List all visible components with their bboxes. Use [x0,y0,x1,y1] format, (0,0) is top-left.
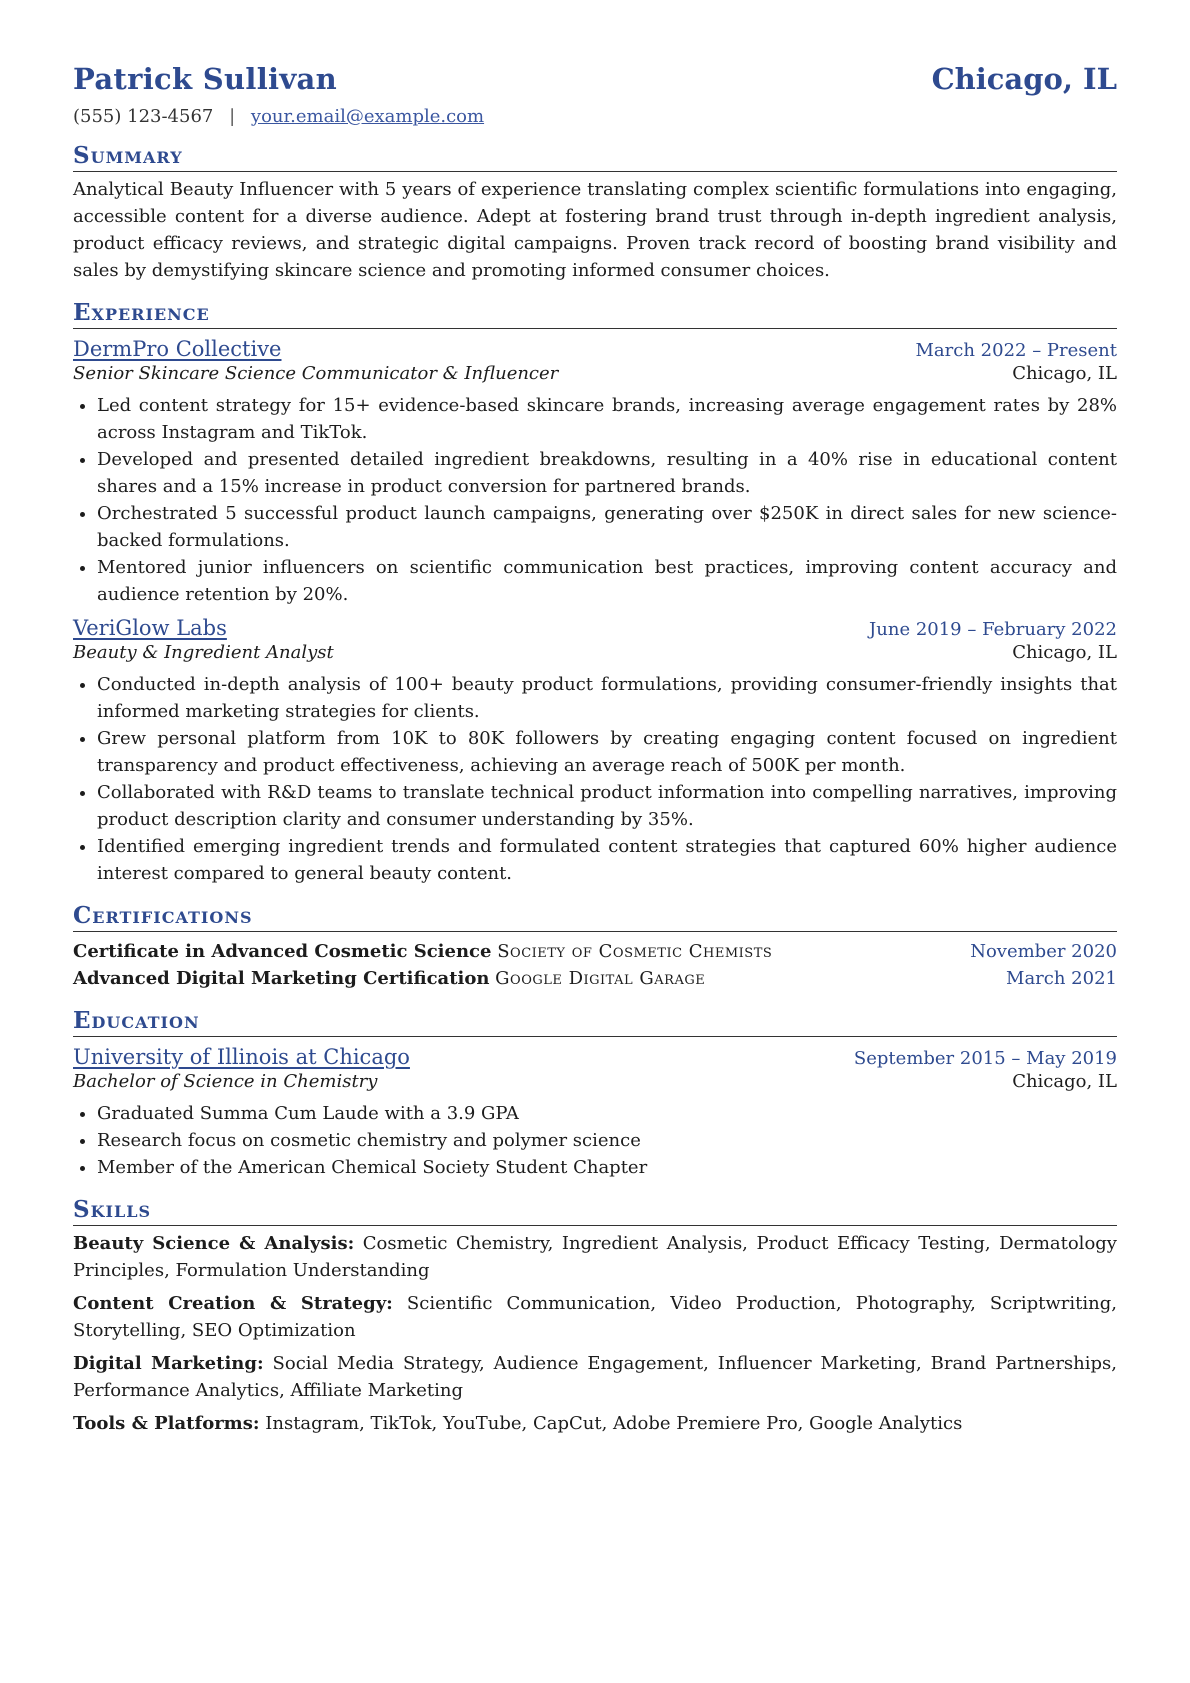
bullet-list [73,392,1117,608]
skill-group [73,1230,1117,1284]
certification-issuer: Google Digital Garage [495,968,706,989]
certification-date: March 2021 [1006,968,1117,989]
education-entry [73,1045,1117,1181]
job-location: Chicago, IL [1012,363,1117,384]
skill-group-label: Content Creation & Strategy: [73,1293,393,1314]
degree: Bachelor of Science in Chemistry [73,1071,378,1092]
skills-list [73,1230,1117,1437]
certification-item [73,965,1117,992]
section-title-summary: Summary [73,142,1117,172]
bullet-item: • Conducted in-depth analysis of 100+ beauty product formulations, providing consumer-friendly insights that informed marketing strategies for clients. [97,671,1117,725]
phone-number: (555) 123-4567 [73,106,214,127]
email-link[interactable]: your.email@example.com [250,106,485,127]
bullet-item: • Graduated Summa Cum Laude with a 3.9 GPA [97,1100,1117,1127]
certification-list [73,938,1117,992]
skill-group-label: Digital Marketing: [73,1353,264,1374]
candidate-location: Chicago, IL [931,62,1117,96]
contact-line [73,106,1117,127]
skill-group-label: Tools & Platforms: [73,1413,260,1434]
skill-group-text: Cosmetic Chemistry, Ingredient Analysis, Product Efficacy Testing, Dermatology Principles, Formulation Understanding [73,1233,1117,1281]
bullet-item: • Led content strategy for 15+ evidence-based skincare brands, increasing average engagement rates by 28% across Instagram and TikTok. [97,392,1117,446]
section-title-experience: Experience [73,299,1117,329]
skill-group [73,1350,1117,1404]
bullet-item: • Developed and presented detailed ingredient breakdowns, resulting in a 40% rise in educational content shares and a 15% increase in product conversion for partnered brands. [97,446,1117,500]
bullet-item: • Member of the American Chemical Society Student Chapter [97,1154,1117,1181]
certification-name: Advanced Digital Marketing Certification [73,968,490,989]
skill-group [73,1290,1117,1344]
job-title: Senior Skincare Science Communicator & Influencer [73,363,559,384]
experience-entry [73,337,1117,608]
school-name: University of Illinois at Chicago [73,1045,410,1069]
resume-header [73,62,1117,96]
certification-name: Certificate in Advanced Cosmetic Science [73,941,492,962]
skill-group-text: Instagram, TikTok, YouTube, CapCut, Adobe Premiere Pro, Google Analytics [265,1413,963,1434]
certification-item [73,938,1117,965]
bullet-item: • Research focus on cosmetic chemistry and polymer science [97,1127,1117,1154]
bullet-list [73,671,1117,887]
school-location: Chicago, IL [1012,1071,1117,1092]
certification-date: November 2020 [970,941,1117,962]
bullet-item: • Mentored junior influencers on scientific communication best practices, improving content accuracy and audience retention by 20%. [97,554,1117,608]
skill-group-label: Beauty Science & Analysis: [73,1233,355,1254]
employer-name: DermPro Collective [73,337,282,361]
job-location: Chicago, IL [1012,642,1117,663]
candidate-name: Patrick Sullivan [73,62,337,96]
education-dates: September 2015 – May 2019 [853,1048,1117,1069]
section-title-skills: Skills [73,1196,1117,1226]
section-title-education: Education [73,1007,1117,1037]
employer-name: VeriGlow Labs [73,616,227,640]
certification-issuer: Society of Cosmetic Chemists [497,941,773,962]
bullet-list [73,1100,1117,1181]
bullet-item: • Orchestrated 5 successful product launch campaigns, generating over $250K in direct sales for new science-backed formulations. [97,500,1117,554]
job-title: Beauty & Ingredient Analyst [73,642,334,663]
employment-dates: March 2022 – Present [915,340,1117,361]
summary-text: Analytical Beauty Influencer with 5 years of experience translating complex scientific formulations into engaging, accessible content for a diverse audience. Adept at fostering brand trust through in-depth ingredient analysis, product efficacy reviews, and strategic digital campaigns. Proven track record of boosting brand visibility and sales by demystifying skincare science and promoting informed consumer choices. [73,179,1117,281]
bullet-item: • Identified emerging ingredient trends and formulated content strategies that captured 60% higher audience interest compared to general beauty content. [97,833,1117,887]
section-title-certifications: Certifications [73,902,1117,932]
skill-group-text: Scientific Communication, Video Production, Photography, Scriptwriting, Storytelling, SEO Optimization [73,1293,1117,1341]
skill-group [73,1410,1117,1437]
contact-separator: | [229,106,236,127]
experience-entry [73,616,1117,887]
skill-group-text: Social Media Strategy, Audience Engagement, Influencer Marketing, Brand Partnerships, Performance Analytics, Affiliate Marketing [73,1353,1117,1401]
bullet-item: • Grew personal platform from 10K to 80K followers by creating engaging content focused on ingredient transparency and product effectiveness, achieving an average reach of 500K per month. [97,725,1117,779]
employment-dates: June 2019 – February 2022 [869,619,1117,640]
bullet-item: • Collaborated with R&D teams to translate technical product information into compelling narratives, improving product description clarity and consumer understanding by 35%. [97,779,1117,833]
